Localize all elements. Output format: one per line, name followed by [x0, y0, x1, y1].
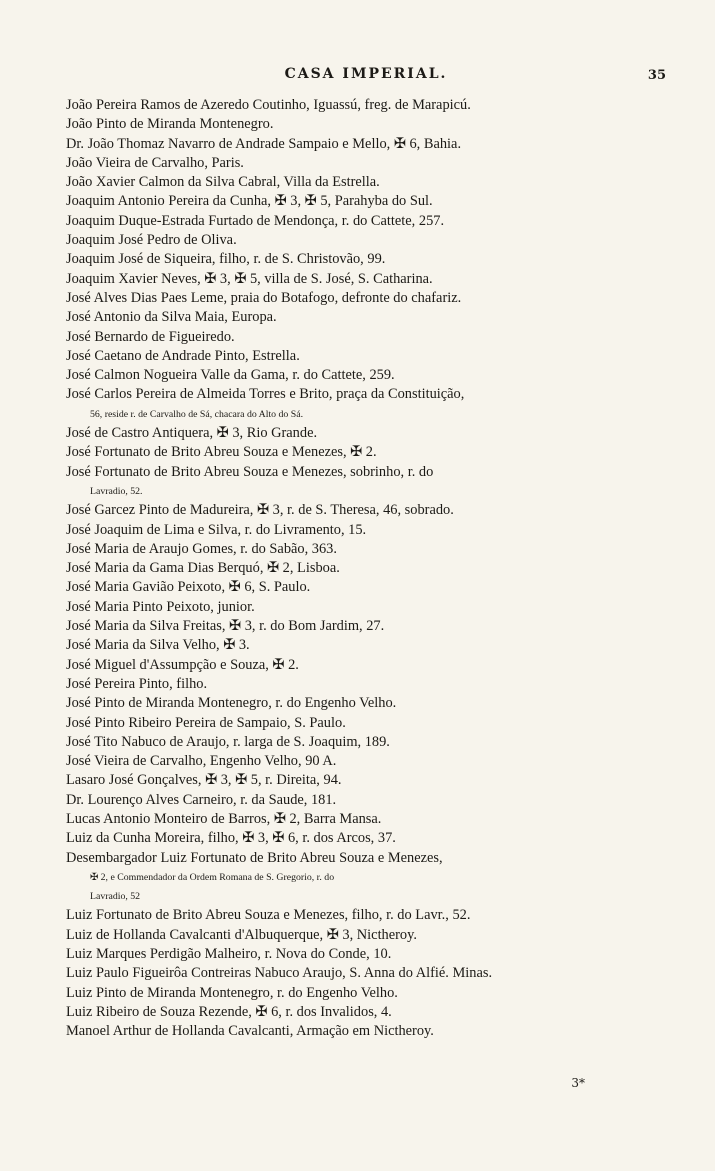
entry-line: José Maria Pinto Peixoto, junior.: [66, 598, 255, 615]
entry-line: José Maria Gavião Peixoto, ✠ 6, S. Paulo.: [66, 579, 311, 596]
entry-line: José Fortunato de Brito Abreu Souza e Menezes, ✠ 2.: [66, 444, 377, 461]
entry-line: João Vieira de Carvalho, Paris.: [66, 154, 244, 171]
entry-line: João Pereira Ramos de Azeredo Coutinho, Iguassú, freg. de Marapicú.: [66, 97, 471, 113]
entry-line: Joaquim José Pedro de Oliva.: [66, 232, 237, 249]
entry-line: José Caetano de Andrade Pinto, Estrella.: [66, 347, 300, 364]
entry-line: Luiz de Hollanda Cavalcanti d'Albuquerque, ✠ 3, Nictheroy.: [66, 926, 417, 943]
entry-line: Dr. João Thomaz Navarro de Andrade Sampaio e Mello, ✠ 6, Bahia.: [66, 135, 462, 152]
page-header: [66, 66, 666, 86]
entry-line: José Miguel d'Assumpção e Souza, ✠ 2.: [66, 656, 299, 673]
entry-line: José Calmon Nogueira Valle da Gama, r. do Cattete, 259.: [66, 367, 395, 384]
entry-line: Joaquim José de Siqueira, filho, r. de S. Christovão, 99.: [66, 251, 386, 268]
entry-line: José Pinto Ribeiro Pereira de Sampaio, S. Paulo.: [66, 714, 346, 731]
entry-line: José Joaquim de Lima e Silva, r. do Livramento, 15.: [66, 521, 367, 538]
entry-line: Luiz Marques Perdigão Malheiro, r. Nova do Conde, 10.: [66, 946, 392, 963]
entry-line: Luiz Ribeiro de Souza Rezende, ✠ 6, r. dos Invalidos, 4.: [66, 1003, 392, 1020]
entry-line: Dr. Lourenço Alves Carneiro, r. da Saude, 181.: [66, 791, 337, 808]
entry-line: José Garcez Pinto de Madureira, ✠ 3, r. de S. Theresa, 46, sobrado.: [66, 502, 454, 519]
entry-line: Lasaro José Gonçalves, ✠ 3, ✠ 5, r. Direita, 94.: [66, 772, 342, 789]
entry-continuation: Lavradio, 52: [90, 891, 141, 903]
entry-line: José Carlos Pereira de Almeida Torres e Brito, praça da Constituição,: [66, 386, 465, 403]
entry-line: José Antonio da Silva Maia, Europa.: [66, 309, 277, 326]
entry-line: José de Castro Antiquera, ✠ 3, Rio Grande.: [66, 425, 318, 442]
entry-line: Manoel Arthur de Hollanda Cavalcanti, Armação em Nictheroy.: [66, 1023, 434, 1040]
entry-line: Joaquim Duque-Estrada Furtado de Mendonça, r. do Cattete, 257.: [66, 212, 445, 229]
entry-line: Joaquim Xavier Neves, ✠ 3, ✠ 5, villa de S. José, S. Catharina.: [66, 270, 433, 287]
entry-line: José Tito Nabuco de Araujo, r. larga de S. Joaquim, 189.: [66, 733, 390, 750]
entry-line: José Bernardo de Figueiredo.: [66, 328, 235, 345]
entry-line: José Maria da Silva Velho, ✠ 3.: [66, 637, 250, 654]
entry-line: José Fortunato de Brito Abreu Souza e Menezes, sobrinho, r. do: [66, 463, 434, 480]
entry-continuation: Lavradio, 52.: [90, 485, 143, 497]
entry-line: José Vieira de Carvalho, Engenho Velho, 90 A.: [66, 753, 337, 770]
signature-mark: 3*: [571, 1076, 585, 1090]
entry-line: Luiz Pinto de Miranda Montenegro, r. do Engenho Velho.: [66, 984, 398, 1001]
entry-line: Luiz Paulo Figueirôa Contreiras Nabuco Araujo, S. Anna do Alfié. Minas.: [66, 965, 493, 982]
entry-line: Luiz Fortunato de Brito Abreu Souza e Menezes, filho, r. do Lavr., 52.: [66, 907, 471, 924]
entry-list: [66, 96, 680, 1042]
entry-line: João Xavier Calmon da Silva Cabral, Villa da Estrella.: [66, 174, 380, 191]
entry-continuation: 56, reside r. de Carvalho de Sá, chacara do Alto do Sá.: [90, 408, 304, 420]
entry-line: José Maria da Gama Dias Berquó, ✠ 2, Lisboa.: [66, 560, 340, 577]
entry-line: José Maria da Silva Freitas, ✠ 3, r. do Bom Jardim, 27.: [66, 618, 385, 635]
entry-line: Desembargador Luiz Fortunato de Brito Abreu Souza e Menezes,: [66, 849, 443, 866]
entry-line: Joaquim Antonio Pereira da Cunha, ✠ 3, ✠ 5, Parahyba do Sul.: [66, 193, 433, 210]
entry-line: Lucas Antonio Monteiro de Barros, ✠ 2, Barra Mansa.: [66, 810, 382, 827]
entry-line: José Pereira Pinto, filho.: [66, 675, 208, 692]
entry-line: Luiz da Cunha Moreira, filho, ✠ 3, ✠ 6, r. dos Arcos, 37.: [66, 830, 396, 847]
running-title: CASA IMPERIAL.: [284, 66, 448, 82]
entry-line: José Alves Dias Paes Leme, praia do Botafogo, defronte do chafariz.: [66, 289, 462, 306]
entry-line: José Maria de Araujo Gomes, r. do Sabão, 363.: [66, 540, 337, 557]
entry-line: João Pinto de Miranda Montenegro.: [66, 116, 274, 133]
entry-continuation: ✠ 2, e Commendador da Ordem Romana de S. Gregorio, r. do: [90, 871, 335, 883]
entry-line: José Pinto de Miranda Montenegro, r. do Engenho Velho.: [66, 695, 397, 712]
page-number: 35: [647, 68, 666, 83]
